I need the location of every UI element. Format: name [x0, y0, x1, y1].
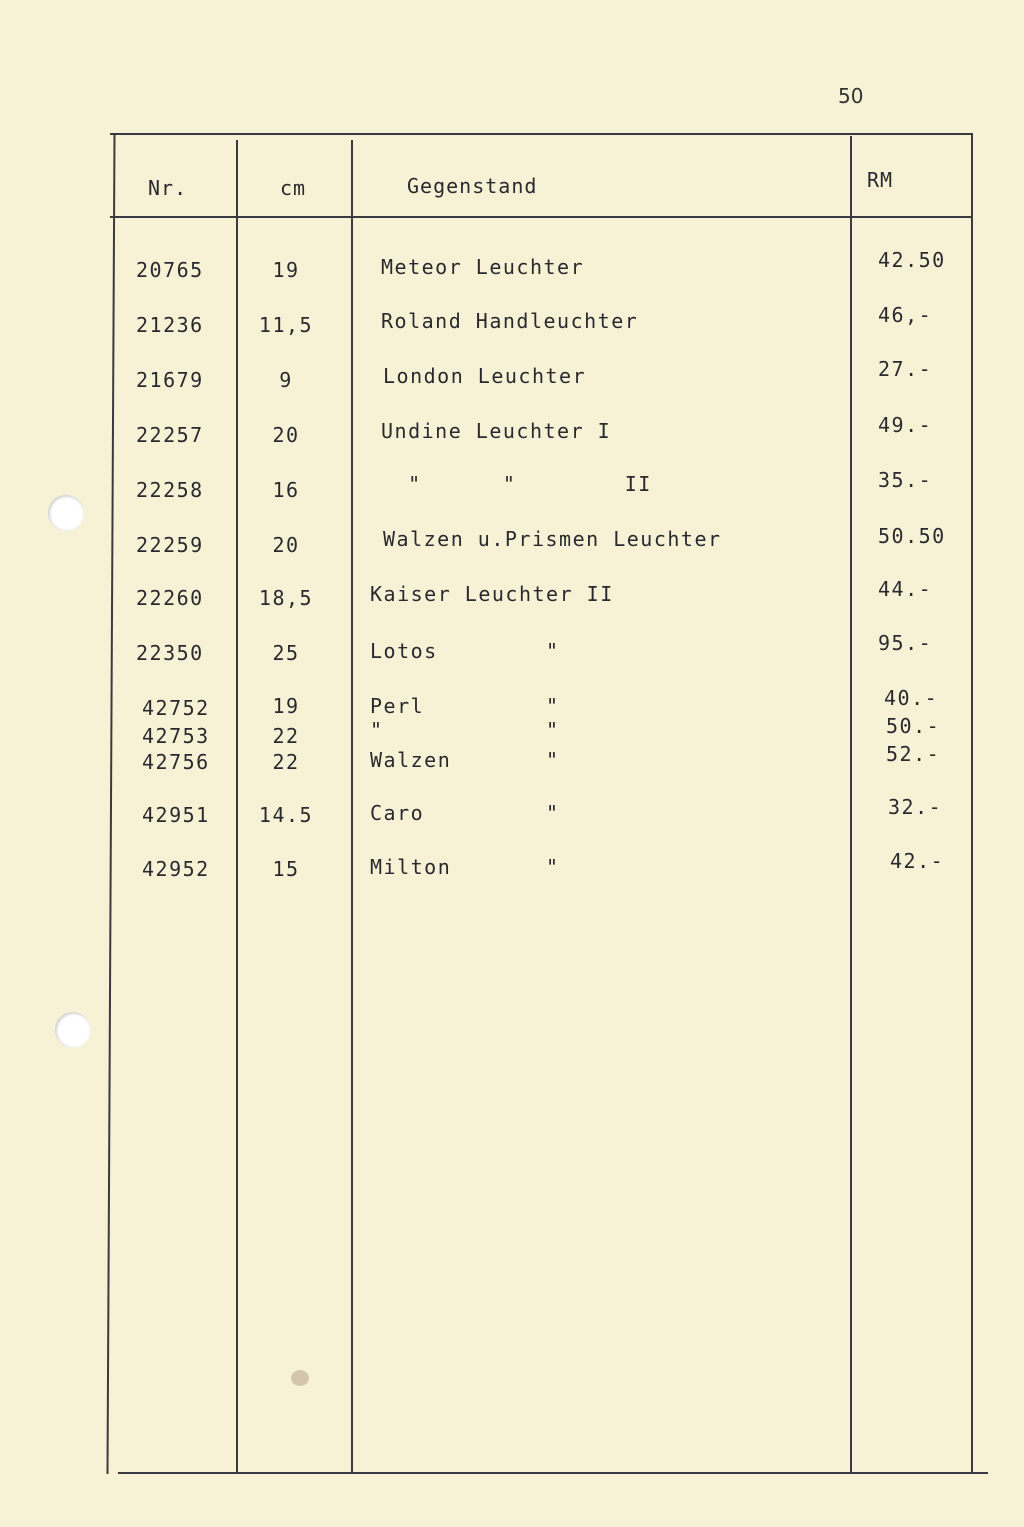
paper-stain — [291, 1370, 309, 1386]
header-price: RM — [867, 168, 894, 192]
item-price: 32.- — [888, 795, 943, 819]
item-height: 16 — [272, 478, 300, 502]
item-height: 22 — [272, 750, 300, 774]
item-price: 27.- — [878, 357, 933, 381]
item-number: 21236 — [136, 313, 204, 337]
table-bottom-border — [118, 1472, 988, 1474]
item-name: London Leuchter — [383, 364, 587, 388]
item-height: 25 — [272, 641, 300, 665]
item-price: 95.- — [878, 631, 933, 655]
item-number: 22258 — [136, 478, 204, 502]
punch-hole — [55, 1012, 91, 1048]
item-number: 42752 — [142, 696, 210, 720]
table-left-border — [106, 133, 115, 1474]
item-price: 46,- — [878, 303, 933, 327]
item-number: 22259 — [136, 533, 204, 557]
header-nr: Nr. — [148, 176, 188, 200]
item-height: 19 — [272, 258, 300, 282]
item-name: Lotos " — [370, 639, 560, 663]
item-number: 20765 — [136, 258, 204, 282]
item-price: 42.50 — [878, 248, 946, 272]
item-price: 52.- — [886, 742, 941, 766]
table-right-border — [971, 133, 973, 1474]
column-divider-nr-cm — [236, 140, 238, 1474]
item-height: 15 — [272, 857, 300, 881]
item-name: Milton " — [370, 855, 560, 879]
item-height: 11,5 — [258, 313, 314, 337]
item-number: 22350 — [136, 641, 204, 665]
column-divider-item-price — [850, 136, 852, 1474]
item-height: 18,5 — [258, 586, 314, 610]
item-name: Roland Handleuchter — [381, 309, 639, 333]
item-price: 35.- — [878, 468, 933, 492]
item-name: Meteor Leuchter — [381, 255, 585, 279]
item-number: 42951 — [142, 803, 210, 827]
header-cm: cm — [280, 176, 307, 200]
item-price: 50.- — [886, 714, 941, 738]
item-number: 42952 — [142, 857, 210, 881]
punch-hole — [48, 495, 84, 531]
column-divider-cm-item — [351, 140, 353, 1474]
item-name: Perl " — [370, 694, 560, 718]
item-number: 42756 — [142, 750, 210, 774]
item-price: 49.- — [878, 413, 933, 437]
item-number: 22257 — [136, 423, 204, 447]
item-name: " " II — [381, 472, 652, 496]
item-name: Walzen u.Prismen Leuchter — [383, 527, 722, 551]
header-divider — [110, 216, 972, 218]
header-item: Gegenstand — [407, 174, 538, 198]
item-height: 20 — [272, 533, 300, 557]
item-name: Undine Leuchter I — [381, 419, 612, 443]
item-price: 44.- — [878, 577, 933, 601]
item-height: 9 — [279, 368, 293, 392]
item-number: 22260 — [136, 586, 204, 610]
page-number: 50 — [838, 84, 864, 108]
item-name: " " — [370, 718, 560, 742]
item-price: 42.- — [890, 849, 945, 873]
item-price: 40.- — [884, 686, 939, 710]
table-top-border — [110, 133, 972, 135]
item-name: Walzen " — [370, 748, 560, 772]
item-height: 14.5 — [258, 803, 314, 827]
item-name: Caro " — [370, 801, 560, 825]
item-height: 19 — [272, 694, 300, 718]
item-height: 22 — [272, 724, 300, 748]
item-name: Kaiser Leuchter II — [370, 582, 614, 606]
item-number: 42753 — [142, 724, 210, 748]
item-height: 20 — [272, 423, 300, 447]
item-price: 50.50 — [878, 524, 946, 548]
item-number: 21679 — [136, 368, 204, 392]
